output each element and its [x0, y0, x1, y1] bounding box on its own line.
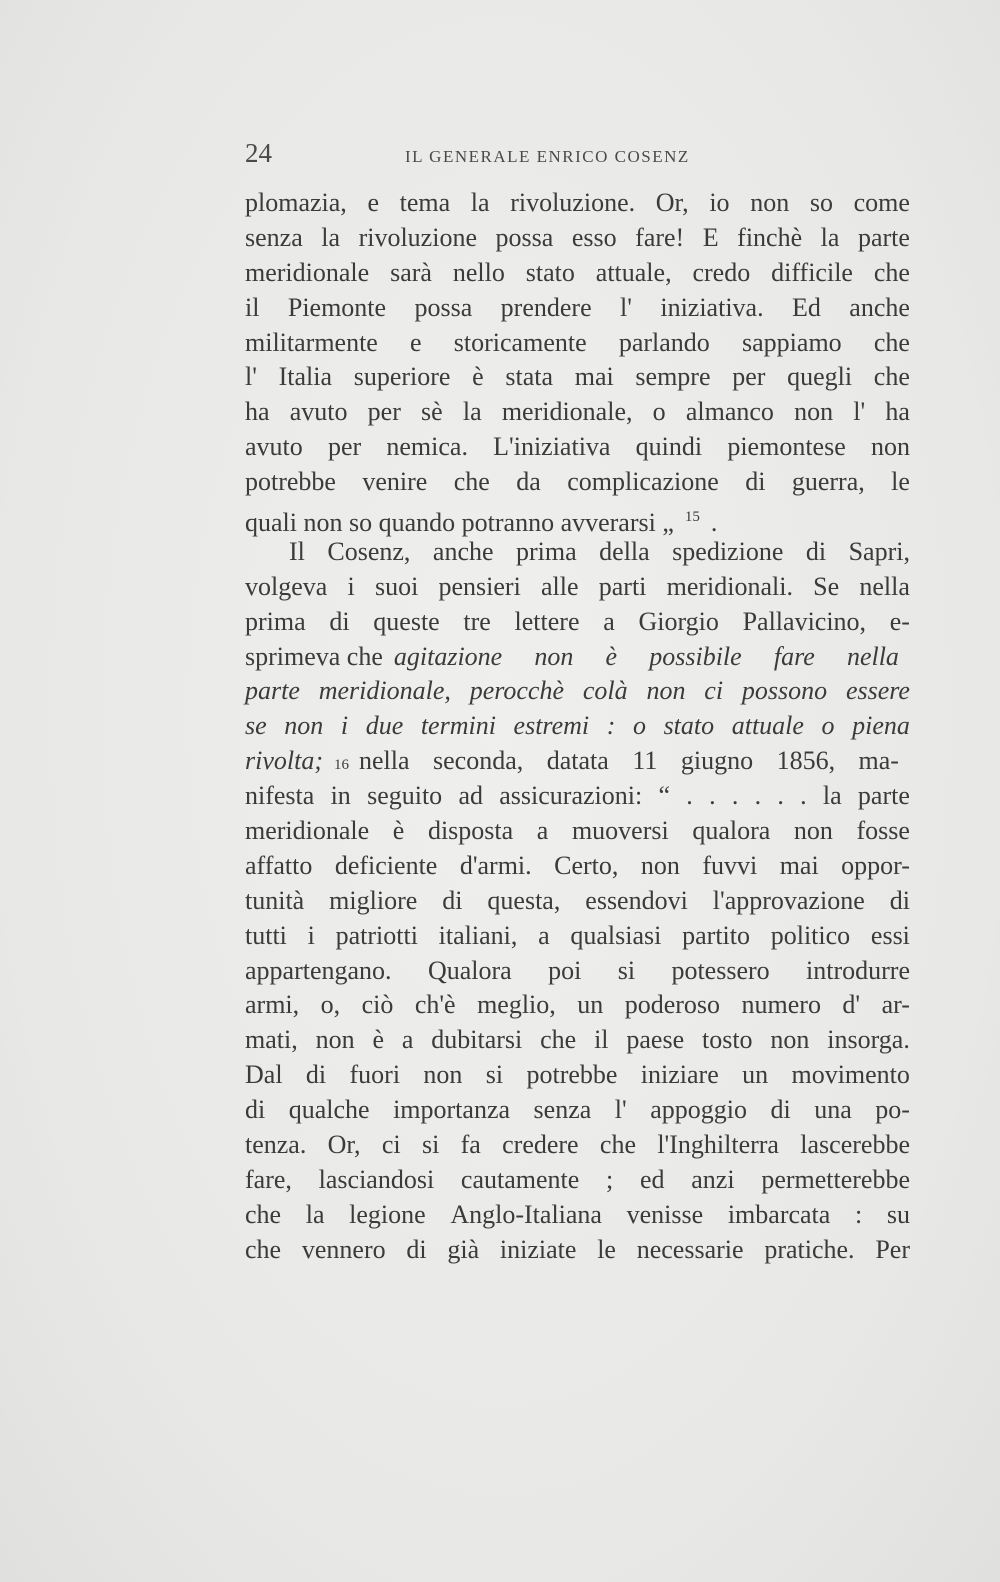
text-line: volgeva i suoi pensieri alle parti meridionali. Se nella	[245, 571, 910, 601]
text-line-italic: se non i due termini estremi : o stato attuale o piena	[245, 711, 910, 741]
footnote-ref-15: $^{15}$ .	[684, 508, 718, 538]
text-line-with-footnote	[245, 744, 910, 779]
text-line: meridionale è disposta a muoversi qualora non fosse	[245, 816, 910, 846]
text-line: tenza. Or, ci si fa credere che l'Inghilterra lascerebbe	[245, 1130, 910, 1160]
text-line: avuto per nemica. L'iniziativa quindi piemontese non	[245, 432, 910, 462]
italic-quote: agitazione non è possibile fare nella	[393, 641, 899, 671]
text-line: che vennero di già iniziate le necessarie pratiche. Per	[245, 1234, 910, 1264]
text-line: prima di queste tre lettere a Giorgio Pallavicino, e-	[245, 606, 910, 636]
text-run: quali non so quando potranno avverarsi „	[245, 508, 674, 538]
text-line: che la legione Anglo-Italiana venisse imbarcata : su	[245, 1199, 910, 1229]
text-line: militarmente e storicamente parlando sappiamo che	[245, 327, 910, 357]
text-line: plomazia, e tema la rivoluzione. Or, io non so come	[245, 188, 910, 217]
text-line-mixed	[245, 640, 910, 675]
text-line: meridionale sarà nello stato attuale, credo difficile che	[245, 257, 910, 287]
text-run: nella seconda, datata 11 giugno 1856, ma-	[359, 746, 899, 776]
running-title: IL GENERALE ENRICO COSENZ	[405, 147, 690, 166]
text-line: ha avuto per sè la meridionale, o almanco non l' ha	[245, 397, 910, 427]
text-line: senza la rivoluzione possa esso fare! E finchè la parte	[245, 222, 910, 252]
text-line: armi, o, ciò ch'è meglio, un poderoso numero d' ar-	[245, 990, 910, 1020]
italic-quote: rivolta;	[245, 746, 323, 776]
text-line: fare, lasciandosi cautamente ; ed anzi permetterebbe	[245, 1164, 910, 1194]
text-line: affatto deficiente d'armi. Certo, non fuvvi mai oppor-	[245, 850, 910, 880]
footnote-ref-16: 16	[334, 757, 349, 774]
text-line: appartengano. Qualora poi si potessero introdurre	[245, 955, 910, 985]
text-line: il Piemonte possa prendere l' iniziativa. Ed anche	[245, 292, 910, 322]
text-line: Il Cosenz, anche prima della spedizione di Sapri,	[289, 536, 910, 566]
text-line: l' Italia superiore è stata mai sempre per quegli che	[245, 362, 910, 392]
text-line: mati, non è a dubitarsi che il paese tosto non insorga.	[245, 1025, 910, 1055]
text-line-with-footnote	[245, 500, 910, 538]
text-line-italic: parte meridionale, perocchè colà non ci possono essere	[245, 676, 910, 706]
text-line: di qualche importanza senza l' appoggio di una po-	[245, 1095, 910, 1125]
text-line: tutti i patriotti italiani, a qualsiasi partito politico essi	[245, 920, 910, 950]
page-header	[245, 138, 745, 168]
text-line: nifesta in seguito ad assicurazioni: “ . . . . . . la parte	[245, 781, 910, 811]
body-text	[245, 186, 910, 1268]
text-line: potrebbe venire che da complicazione di guerra, le	[245, 467, 910, 497]
text-line: tunità migliore di questa, essendovi l'approvazione di	[245, 885, 910, 915]
page-number: 24	[245, 138, 272, 168]
text-run: sprimeva che	[245, 641, 383, 671]
text-line: Dal di fuori non si potrebbe iniziare un movimento	[245, 1060, 910, 1090]
